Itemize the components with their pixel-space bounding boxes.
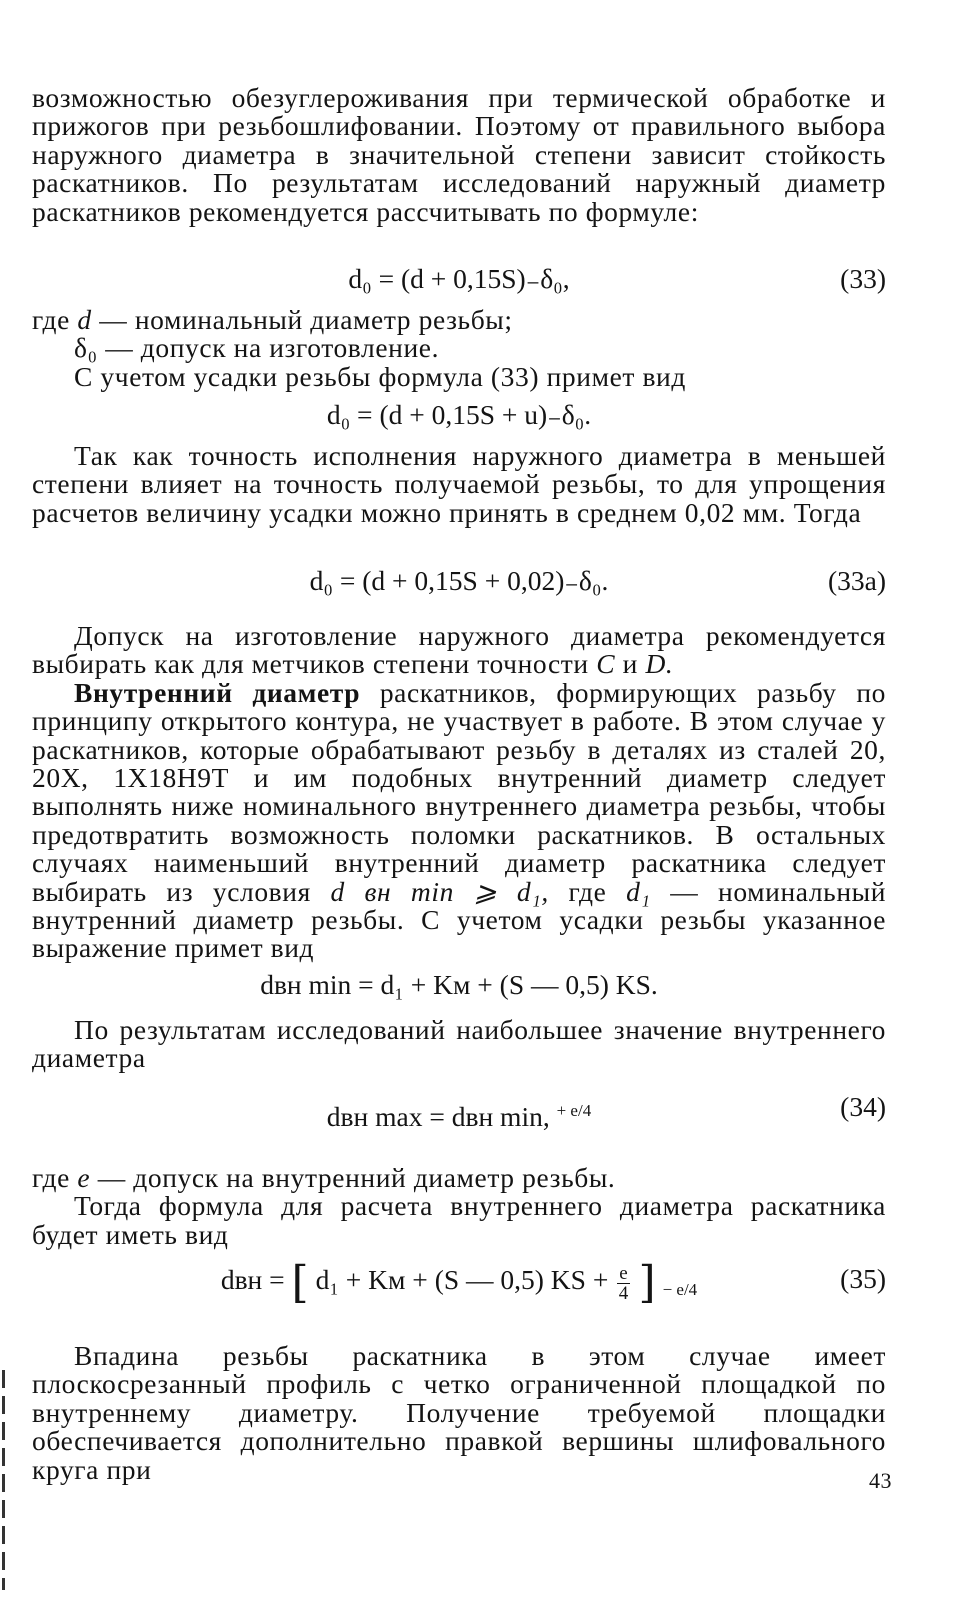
variable-e: e <box>77 1162 91 1193</box>
class-d: D. <box>645 648 674 680</box>
paragraph-max-diameter <box>32 1016 886 1073</box>
paragraph-definitions <box>32 306 886 391</box>
paragraph-accuracy <box>32 442 886 527</box>
paragraph-inner-diameter <box>32 676 887 964</box>
equation-33 <box>32 264 886 294</box>
variable-d: d <box>77 304 92 335</box>
definition-text: — номинальный диаметр резьбы; <box>99 304 513 335</box>
class-c: C <box>596 648 616 680</box>
equation-dmin <box>32 970 886 1000</box>
equation-body: d₁ + Kм + (S — 0,5) KS + <box>315 1264 609 1295</box>
paragraph-tolerance <box>32 622 886 963</box>
definition-delta: δ₀ — допуск на изготовление. <box>74 332 440 364</box>
paragraph-intro <box>32 84 886 226</box>
equation-number-33a: (33а) <box>827 565 886 596</box>
fraction-e-over-4 <box>617 1264 629 1303</box>
page-number: 43 <box>869 1468 892 1493</box>
paragraph-text: По результатам исследований наибольшее значение внутреннего диаметра <box>32 1014 886 1074</box>
fraction-denominator: 4 <box>618 1283 629 1304</box>
equation-text: dвн max = dвн min, <box>326 1101 550 1132</box>
where-label: где <box>32 1162 70 1193</box>
equation-text: d₀ = (d + 0,15S)₋δ₀, <box>348 263 570 294</box>
paragraph-e-definition <box>32 1164 886 1249</box>
equation-33a <box>32 566 886 596</box>
equation-text: dвн min = d₁ + Kм + (S — 0,5) KS. <box>260 969 658 1000</box>
paragraph-formula-intro: Тогда формула для расчета внутреннего диаметра раскатника будет иметь вид <box>32 1190 886 1250</box>
definition-d <box>32 306 886 334</box>
margin-mark <box>2 1370 5 1590</box>
paragraph-shrinkage: С учетом усадки резьбы формула (33) примет вид <box>74 360 686 392</box>
section-heading-inline: Внутренний диаметр <box>74 676 361 708</box>
equation-34 <box>32 1096 886 1132</box>
fraction-numerator: e <box>619 1263 628 1284</box>
paragraph-text: Так как точность исполнения наружного диаметра в меньшей степени влияет на точность получаемой резьбы, то для упрощения расчетов величину усадки можно принять в среднем 0,02 мм. Тогда <box>32 440 886 528</box>
variable-d1: d₁ <box>626 875 651 907</box>
inner-diameter-text: раскатников, формирующих разьбу по принципу открытого контура, не участвует в работе. В этом случае у раскатников, которые обрабатывают резьбу в деталях из сталей 20, 20Х, 1Х18Н9Т и им подобных внутренний диаметр следует выполнять ниже номинального внутреннего диаметра резьбы, чтобы предотвратить возможность поломки раскатников. В остальных случаях наименьший внутренний диаметр раскатника следует выбирать из условия <box>32 676 886 907</box>
paragraph-text <box>32 622 886 679</box>
equation-lhs: dвн = <box>220 1264 285 1295</box>
equation-35 <box>32 1257 886 1308</box>
equation-superscript: + e/4 <box>556 1101 592 1120</box>
equation-text: d₀ = (d + 0,15S + 0,02)₋δ₀. <box>309 565 609 596</box>
definition-e <box>32 1164 886 1192</box>
definition-text: — допуск на внутренний диаметр резьбы. <box>97 1162 616 1193</box>
where-label: где <box>32 304 70 335</box>
paragraph-text: Впадина резьбы раскатника в этом случае имеет плоскосрезанный профиль с четко ограниченной площадкой по внутреннему диаметру. Получение требуемой площадки обеспечивается дополнительно правкой вершины шлифовального круга при <box>32 1340 886 1485</box>
equation-number-34: (34) <box>840 1091 886 1122</box>
equation-subscript: − e/4 <box>662 1280 698 1299</box>
left-bracket: [ <box>291 1257 309 1308</box>
paragraph-thread-root <box>32 1342 886 1484</box>
condition-formula: d вн min ⩾ d₁, <box>330 875 549 907</box>
equation-text: d₀ = (d + 0,15S + u)₋δ₀. <box>326 399 592 430</box>
equation-number-35: (35) <box>840 1263 886 1294</box>
where-label: где <box>568 875 607 907</box>
equation-number-33: (33) <box>840 263 886 294</box>
inner-diameter-tail: — номинальный внутренний диаметр резьбы. С учетом усадки резьбы указанное выражение примет вид <box>32 875 887 964</box>
equation-33-shrinkage <box>32 400 886 430</box>
tolerance-text: Допуск на изготовление наружного диаметра рекомендуется выбирать как для метчиков степени точности <box>32 620 886 680</box>
paragraph-text: возможностью обезуглероживания при термической обработке и прижогов при резьбошлифовании. Поэтому от правильного выбора наружного диаметра в значительной степени зависит стойкость раскатников. По результатам исследований наружный диаметр раскатников рекомендуется рассчитывать по формуле: <box>32 82 886 227</box>
right-bracket: ] <box>638 1257 656 1308</box>
and-text: и <box>622 648 638 680</box>
